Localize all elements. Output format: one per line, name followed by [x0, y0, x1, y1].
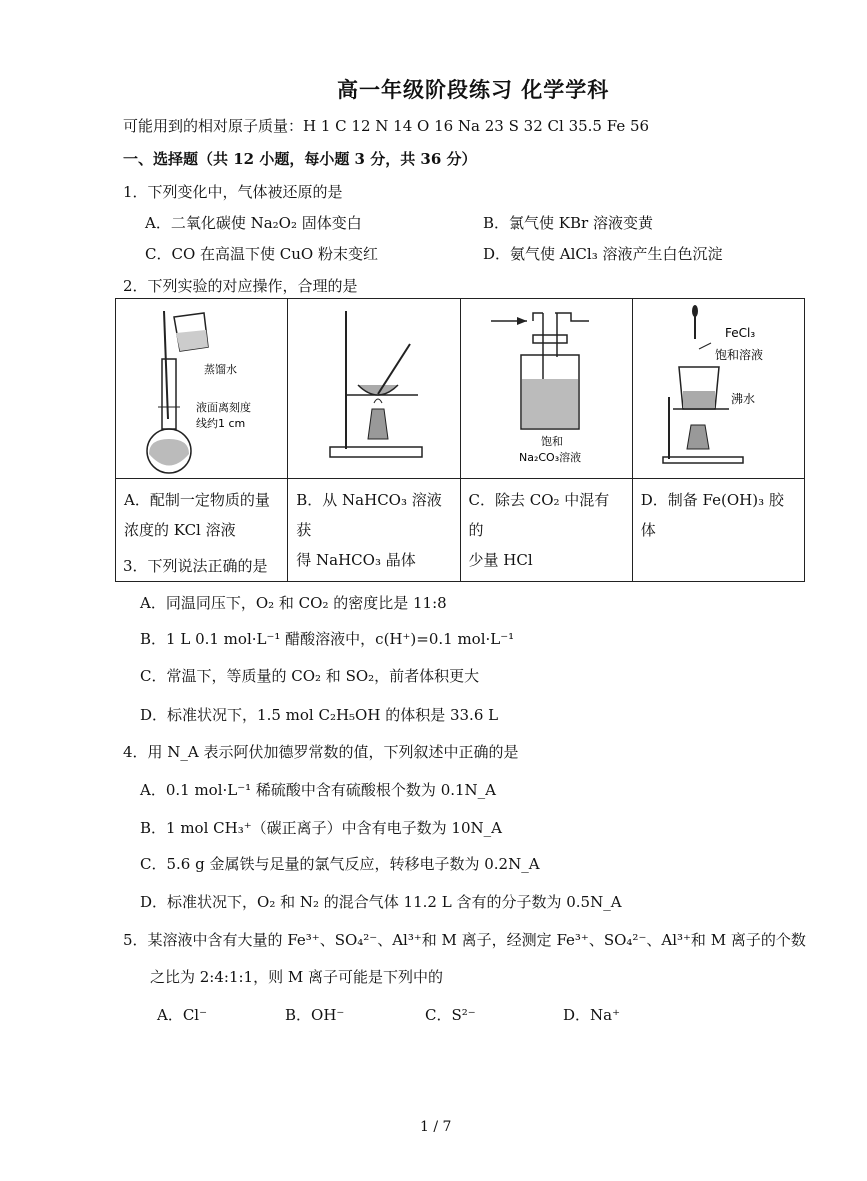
q4-stem: 4．用 N_A 表示阿伏加德罗常数的值，下列叙述中正确的是: [123, 743, 519, 761]
q5-option-a: A．Cl⁻: [157, 1006, 208, 1024]
q2-stem: 2．下列实验的对应操作，合理的是: [123, 277, 358, 295]
q4-option-a: A．0.1 mol·L⁻¹ 稀硫酸中含有硫酸根个数为 0.1N_A: [140, 781, 497, 799]
caption-a: A．配制一定物质的量 浓度的 KCl 溶液: [116, 479, 288, 582]
q4-option-d: D．标准状况下，O₂ 和 N₂ 的混合气体 11.2 L 含有的分子数为 0.5N_A: [140, 893, 622, 911]
fig-c-label-saturated: 饱和: [540, 435, 563, 448]
figure-d-cell: [632, 299, 804, 479]
q1-option-a: A．二氧化碳使 Na₂O₂ 固体变白: [145, 214, 362, 232]
figure-c-cell: [460, 299, 632, 479]
section-heading: 一、选择题（共 12 小题，每小题 3 分，共 36 分）: [123, 150, 477, 168]
q3-option-b: B．1 L 0.1 mol·L⁻¹ 醋酸溶液中，c(H⁺)=0.1 mol·L⁻¹: [140, 630, 515, 648]
colloid-figure: [633, 299, 801, 474]
gas-washing-figure: [461, 299, 629, 474]
q1-option-c: C．CO 在高温下使 CuO 粉末变红: [145, 245, 378, 263]
q3-option-c: C．常温下，等质量的 CO₂ 和 SO₂，前者体积更大: [140, 667, 480, 685]
fig-a-label-distance: 线约1 cm: [196, 417, 246, 430]
q1-stem: 1．下列变化中，气体被还原的是: [123, 183, 343, 201]
fig-d-label-fecl3: FeCl₃: [724, 326, 755, 340]
page-number: 1 / 7: [420, 1119, 452, 1135]
q1-option-d: D．氨气使 AlCl₃ 溶液产生白色沉淀: [483, 245, 723, 263]
caption-d: D．制备 Fe(OH)₃ 胶体: [632, 479, 804, 582]
fig-a-label-level: 液面离刻度: [196, 401, 251, 414]
fig-c-label-solution: Na₂CO₃溶液: [518, 451, 581, 464]
q3-option-d: D．标准状况下，1.5 mol C₂H₅OH 的体积是 33.6 L: [140, 706, 499, 724]
page-title: 高一年级阶段练习 化学学科: [337, 77, 610, 102]
q4-option-c: C．5.6 g 金属铁与足量的氯气反应，转移电子数为 0.2N_A: [140, 855, 540, 873]
q4-option-b: B．1 mol CH₃⁺（碳正离子）中含有电子数为 10N_A: [140, 819, 502, 837]
q5-option-c: C．S²⁻: [425, 1006, 476, 1024]
evaporation-figure: [288, 299, 456, 474]
volumetric-flask-figure: [116, 299, 288, 474]
q5-stem-line2: 之比为 2:4:1:1，则 M 离子可能是下列中的: [150, 968, 443, 986]
figure-a-cell: [116, 299, 288, 479]
fig-d-label-boiling-water: 沸水: [730, 392, 755, 406]
experiment-table: [115, 298, 805, 582]
fig-d-label-saturated: 饱和溶液: [714, 348, 763, 362]
q1-option-b: B．氯气使 KBr 溶液变黄: [483, 214, 653, 232]
caption-b: B．从 NaHCO₃ 溶液获 得 NaHCO₃ 晶体: [288, 479, 460, 582]
q5-option-b: B．OH⁻: [285, 1006, 345, 1024]
atomic-masses: 可能用到的相对原子质量：H 1 C 12 N 14 O 16 Na 23 S 32 Cl 35.5 Fe 56: [123, 117, 650, 135]
q3-stem: 3．下列说法正确的是: [123, 557, 268, 575]
fig-a-label-water: 蒸馏水: [204, 363, 237, 376]
q3-option-a: A．同温同压下，O₂ 和 CO₂ 的密度比是 11:8: [140, 594, 447, 612]
caption-c: C．除去 CO₂ 中混有的 少量 HCl: [460, 479, 632, 582]
q5-option-d: D．Na⁺: [563, 1006, 621, 1024]
q5-stem-line1: 5．某溶液中含有大量的 Fe³⁺、SO₄²⁻、Al³⁺和 M 离子，经测定 Fe³⁺、SO₄²⁻、Al³⁺和 M 离子的个数: [123, 931, 806, 949]
figure-b-cell: [288, 299, 460, 479]
